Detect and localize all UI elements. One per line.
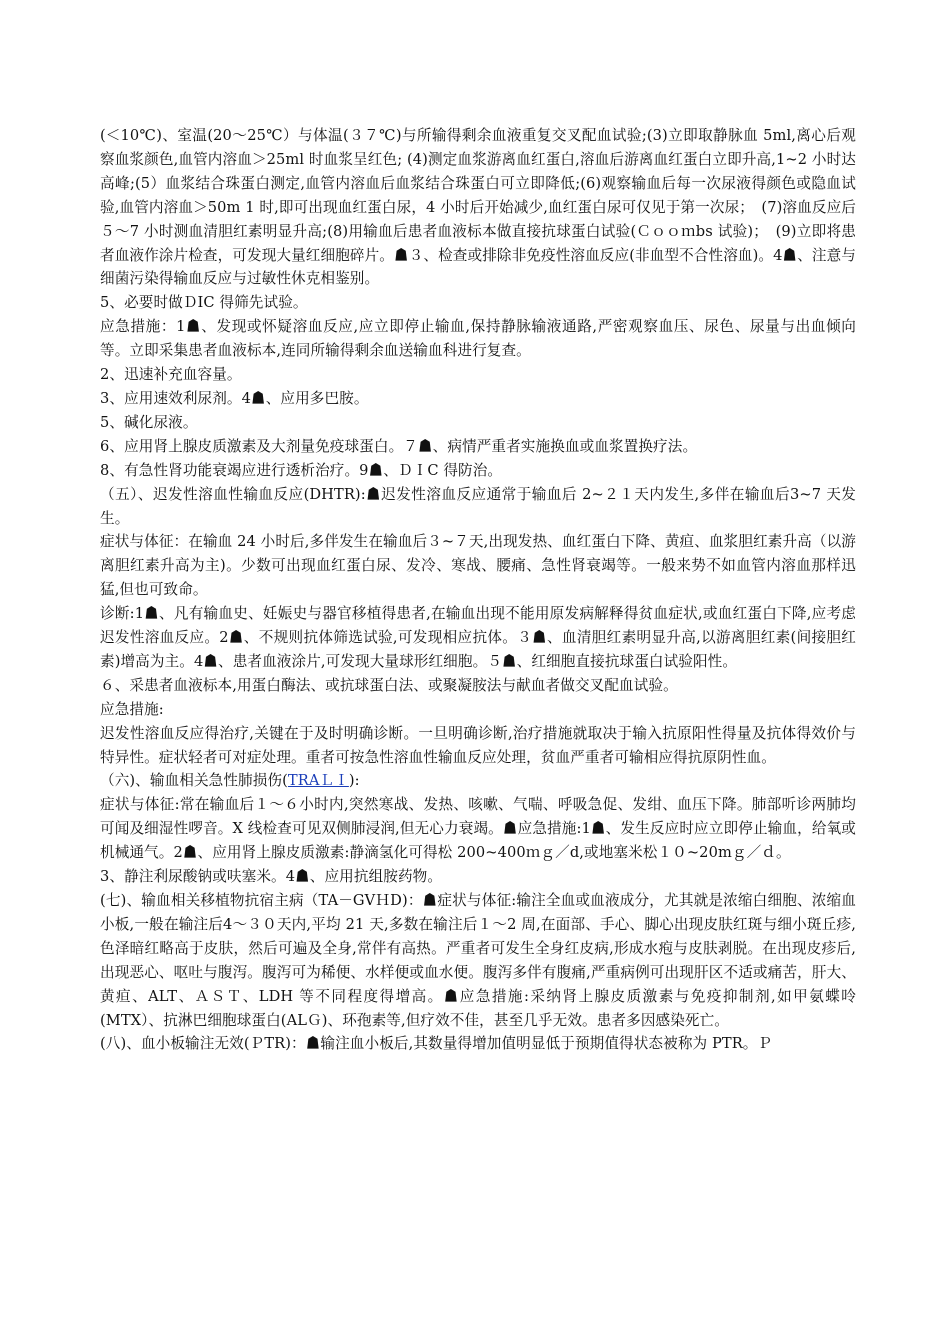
paragraph-dhtr-symptoms: 症状与体征：在输血 24 小时后,多伴发生在输血后３~７天,出现发热、血红蛋白下降、黄疸、血浆胆红素升高（以游离胆红素升高为主)。少数可出现血红蛋白尿、发冷、寒战、腰痛、急性肾衰竭等。一般来势不如血管内溶血那样迅猛,但也可致命。 <box>100 533 856 599</box>
document-page <box>100 124 856 1056</box>
paragraph-crossmatch-tests: (＜10℃)、室温(20～25℃）与体温(３７℃)与所输得剩余血液重复交叉配血试验;(3)立即取静脉血 5ml,离心后观察血浆颜色,血管内溶血＞25ml 时血浆呈红色; (4)测定血浆游离血红蛋白,溶血后游离血红蛋白立即升高,1~2 小时达高峰;(5）血浆结合珠蛋白测定,血管内溶血后血浆结合珠蛋白可立即降低;(6)观察输血后每一次尿液得颜色或隐血试验,血管内溶血＞50m 1 时,即可出现血红蛋白尿，4 小时后开始减少,血红蛋白尿可仅见于第一次尿； (7)溶血反应后５～7 小时测血清胆红素明显升高;(8)用输血后患者血液标本做直接抗球蛋白试验(Ｃｏｏｍbs 试验)； (9)立即将患者血液作涂片检查，可发现大量红细胞碎片。☗３、检查或排除非免疫性溶血反应(非血型不合性溶血)。4☗、注意与细菌污染得输血反应与过敏性休克相鉴别。 <box>100 127 856 288</box>
paragraph-emergency-heading: 应急措施: <box>100 700 164 718</box>
trali-link[interactable]: TRAＬＩ <box>287 772 349 790</box>
paragraph-trali-drugs: 3、静注利尿酸钠或呋塞米。4☗、应用抗组胺药物。 <box>100 868 443 886</box>
paragraph-dialysis: 8、有急性肾功能衰竭应进行透析治疗。9☗、ＤＩC 得防治。 <box>100 461 503 479</box>
paragraph-dhtr-treatment: 迟发性溶血反应得治疗,关键在于及时明确诊断。一旦明确诊断,治疗措施就取决于输入抗原阳性得量及抗体得效价与特异性。症状轻者可对症处理。重者可按急性溶血性输血反应处理，贫血严重者可输相应得抗原阴性血。 <box>100 724 856 766</box>
trali-heading-suffix: ): <box>348 772 360 790</box>
paragraph-corticosteroids: 6、应用肾上腺皮质激素及大剂量免疫球蛋白。７☗、病情严重者实施换血或血浆置换疗法。 <box>100 437 698 455</box>
trali-heading-prefix: （六)、输血相关急性肺损伤( <box>100 772 288 790</box>
paragraph-ta-gvhd: (七)、输血相关移植物抗宿主病（TA－GVＨD)：☗症状与体征:输注全血或血液成分，尤其就是浓缩白细胞、浓缩血小板,一般在输注后4～３０天内,平均 21 天,多数在输注后１～2 周,在面部、手心、脚心出现皮肤红斑与细小斑丘疹,色泽暗红略高于皮肤，然后可遍及全身,常伴有高热。严重者可发生全身红皮病,形成水疱与皮肤剥脱。在出现皮疹后,出现恶心、呕吐与腹泻。腹泻可为稀便、水样便或血水便。腹泻多伴有腹痛,严重病例可出现肝区不适或痛苦，肝大、黄疸、ALT、ＡＳＴ、LDH 等不同程度得增高。☗应急措施:采纳肾上腺皮质激素与免疫抑制剂,如甲氨蝶呤(MTX）、抗淋巴细胞球蛋白(ALＧ)、环孢素等,但疗效不佳，甚至几乎无效。患者多因感染死亡。 <box>100 892 856 1029</box>
paragraph-dhtr-diagnosis: 诊断:1☗、凡有输血史、妊娠史与器官移植得患者,在输血出现不能用原发病解释得贫血症状,或血红蛋白下降,应考虑迟发性溶血反应。2☗、不规则抗体筛选试验,可发现相应抗体。３☗、血清胆红素明显升高,以游离胆红素(间接胆红素)增高为主。4☗、患者血液涂片,可发现大量球形红细胞。５☗、红细胞直接抗球蛋白试验阳性。 <box>100 605 856 670</box>
paragraph-dic-screening: 5、必要时做ＤIC 得筛先试验。 <box>100 294 308 312</box>
paragraph-dhtr-heading: （五）、迟发性溶血性输血反应(DHTR):☗迟发性溶血反应通常于输血后 2~２１天内发生,多伴在输血后3~7 天发生。 <box>100 485 856 527</box>
paragraph-ptr: (八)、血小板输注无效(ＰTR)：☗输注血小板后,其数量得增加值明显低于预期值得状态被称为 PTR。Ｐ <box>100 1035 773 1053</box>
paragraph-alkalinize-urine: 5、碱化尿液。 <box>100 413 198 431</box>
paragraph-trali-heading <box>100 769 856 793</box>
paragraph-diuretics: 3、应用速效利尿剂。4☗、应用多巴胺。 <box>100 389 369 407</box>
paragraph-blood-volume: 2、迅速补充血容量。 <box>100 366 242 384</box>
paragraph-crossmatch-methods: ６、采患者血液标本,用蛋白酶法、或抗球蛋白法、或聚凝胺法与献血者做交叉配血试验。 <box>100 676 678 694</box>
paragraph-emergency-measures-1: 应急措施：1☗、发现或怀疑溶血反应,应立即停止输血,保持静脉输液通路,严密观察血压、尿色、尿量与出血倾向等。立即采集患者血液标本,连同所输得剩余血送输血科进行复查。 <box>100 318 856 360</box>
paragraph-trali-symptoms: 症状与体征:常在输血后１～６小时内,突然寒战、发热、咳嗽、气喘、呼吸急促、发绀、血压下降。肺部听诊两肺均可闻及细湿性啰音。X 线检查可见双侧肺浸润,但无心力衰竭。☗应急措施:1☗、发生反应时应立即停止输血，给氧或机械通气。2☗、应用肾上腺皮质激素:静滴氢化可得松 200~400ｍｇ／d,或地塞米松１０~20mｇ／ｄ。 <box>100 796 856 862</box>
